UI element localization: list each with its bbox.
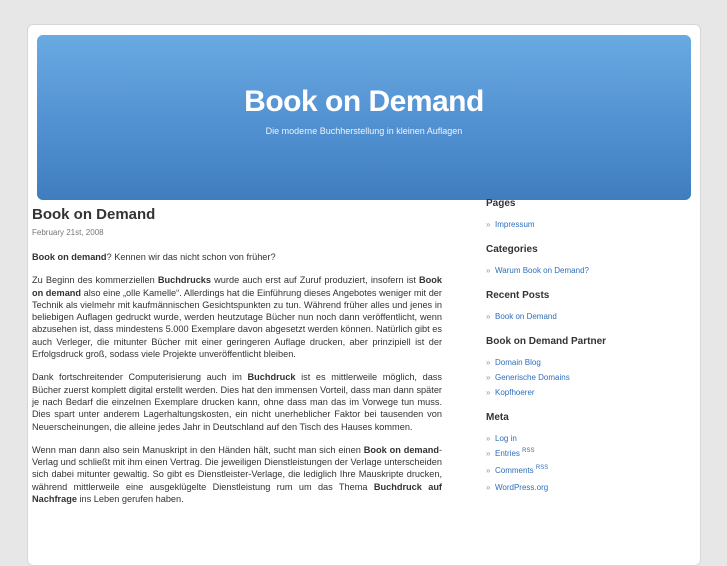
link-label: Entries [495,449,520,458]
sidebar-item-meta [486,463,666,480]
post-entry [32,251,442,505]
partner-link-kopfhoerer[interactable]: Kopfhoerer [495,388,535,397]
category-link[interactable]: Warum Book on Demand? [495,266,589,275]
post-date: February 21st, 2008 [32,228,104,237]
blog-title[interactable]: Book on Demand [244,85,484,118]
paragraph-4 [32,444,442,505]
bold-text: Buchdrucks [157,275,212,286]
comments-rss-link[interactable] [495,466,548,475]
widget-partner [486,336,666,400]
sidebar-item-meta [486,431,666,446]
text: wurde auch erst auf Zuruf produziert, insofern ist [211,275,420,286]
bold-text: Book on demand [32,275,442,298]
text: Dank fortschreitender Computerisierung auch im [32,372,248,383]
widget-meta [486,412,666,495]
text: ist es mittlerweile möglich, dass Bücher zuerst komplett digital erstellt werden. Dies hat den immensen Vorteil, dass man dann später je nach Bedarf die einzelnen Exemplare drucken kann, ohne dass man das im Vorwege tun muss. Dies spart unter anderem Lagerhaltungskosten, ein nicht unerheblicher Faktor bei tausenden von Neuerscheinungen, die alleine jedes Jahr in Deutschland auf den Tisch des Hauses kommen. [32,372,442,432]
bullet-icon: » [486,388,491,397]
main-content [32,206,442,516]
text: ins Leben gerufen haben. [76,494,184,505]
recent-post-link[interactable]: Book on Demand [495,312,557,321]
link-label: Comments [495,466,534,475]
bold-text: Buchdruck [247,372,296,383]
widget-title: Meta [486,412,509,423]
blog-description: Die moderne Buchherstellung in kleinen Auflagen [265,126,463,136]
widget-title: Recent Posts [486,290,550,301]
widget-title: Pages [486,198,516,209]
bold-text: Book on demand [363,444,439,455]
bullet-icon: » [486,358,491,367]
rss-label: RSS [522,448,535,454]
text: also eine „olle Kamelle“. Allerdings hat die Einführung dieses Angebotes weniger mit der Technik als vielmehr mit kaufmännischen Gesichtspunkten zu tun. Während früher alles und jenes in beliebigen Auflagen gedruckt wurde, werden heutzutage Bücher nun noch dann veröffentlicht, wenn abzusehen ist, dass mindestens 5.000 Exemplare davon abgesetzt werden können. Natürlich gibt es auch Verleger, die mitunter Bücher mit einer geringeren Auflage drucken, aber prinzipiell ist der Erfolgsdruck groß, sodass viele Projekte unveröffentlicht bleiben. [32,287,442,360]
bold-text: Book on demand [32,252,107,262]
partner-link-generische-domains[interactable]: Generische Domains [495,373,570,382]
sidebar [486,198,666,507]
sidebar-item-meta [486,446,666,463]
widget-recent-posts [486,290,666,324]
sidebar-item-partner [486,355,666,370]
blog-header [37,35,691,200]
sidebar-item-recent-post [486,309,666,324]
text: Wenn man dann also sein Manuskript in den Händen hält, sucht man sich einen [32,444,364,455]
partner-link-domain-blog[interactable]: Domain Blog [495,358,541,367]
text: ? Kennen wir das nicht schon von früher? [106,252,276,262]
bullet-icon: » [486,434,491,443]
login-link[interactable]: Log in [495,434,517,443]
sidebar-item-partner [486,385,666,400]
sidebar-item-partner [486,370,666,385]
paragraph-3 [32,371,442,432]
widget-title: Book on Demand Partner [486,336,607,347]
bullet-icon: » [486,312,491,321]
paragraph-2 [32,274,442,360]
bullet-icon: » [486,373,491,382]
bullet-icon: » [486,449,491,458]
wordpress-link[interactable]: WordPress.org [495,483,549,492]
widget-categories [486,244,666,278]
sidebar-item-impressum [486,217,666,232]
paragraph-1 [32,251,442,263]
widget-pages [486,198,666,232]
impressum-link[interactable]: Impressum [495,220,535,229]
widget-title: Categories [486,244,538,255]
bold-text: Buchdruck auf Nachfrage [32,481,442,505]
bullet-icon: » [486,266,491,275]
sidebar-item-category [486,263,666,278]
rss-label: RSS [535,465,549,471]
bullet-icon: » [486,220,491,229]
entries-rss-link[interactable] [495,449,534,458]
post-title[interactable]: Book on Demand [32,206,156,223]
sidebar-item-meta [486,480,666,495]
text: Zu Beginn des kommerziellen [32,275,158,286]
bullet-icon: » [486,466,491,475]
bullet-icon: » [486,483,491,492]
text: -Verlag und schließt mit ihm einen Vertrag. Die jeweiligen Dienstleistungen der Verlage unterscheiden sich dabei mitunter gewaltig. So gibt es Dienstleister-Verlage, die lediglich Ihre Mauskripte drucken, während mittlerweile eine ausgeklügelte Dienstleistung rum um das Thema [32,444,443,492]
